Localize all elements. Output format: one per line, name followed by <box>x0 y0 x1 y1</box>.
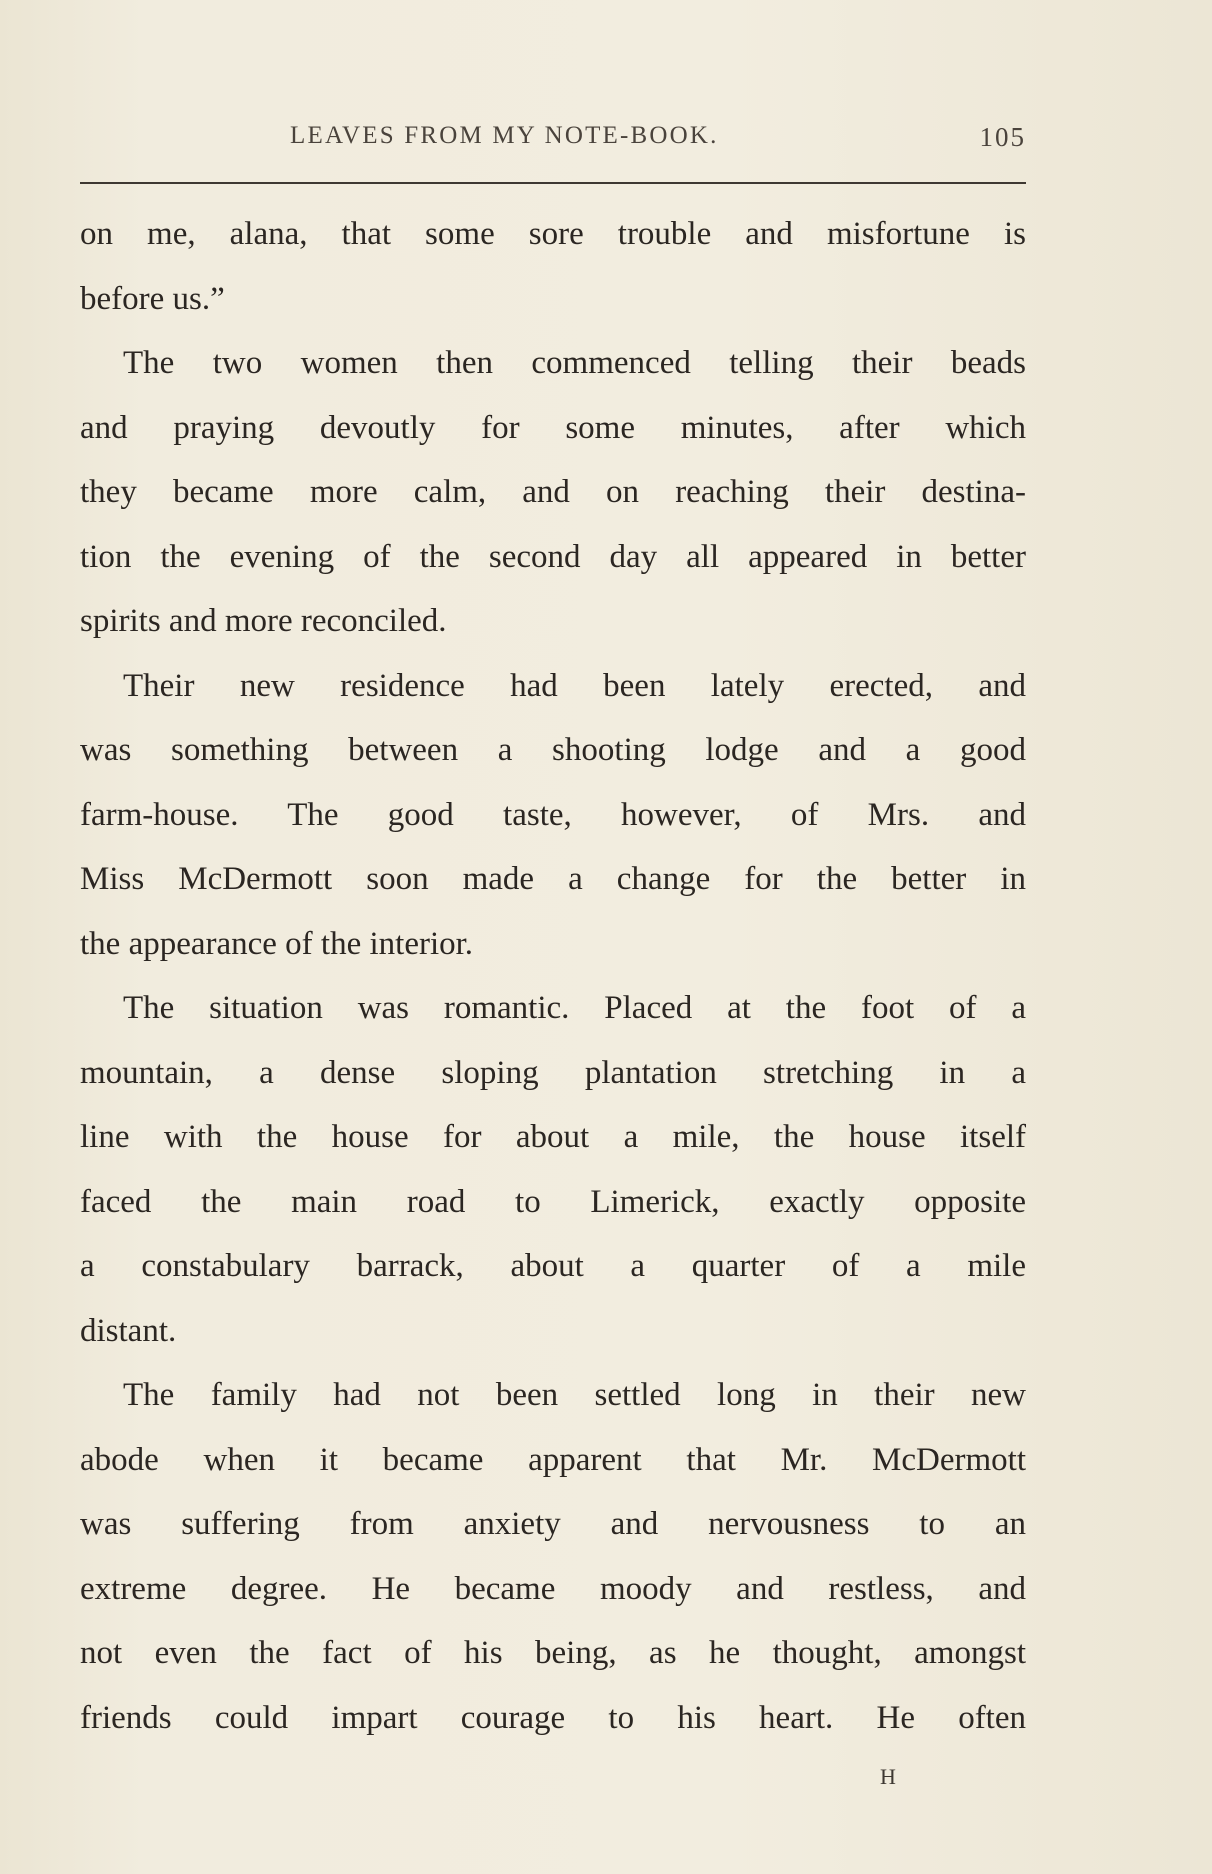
body-text <box>80 202 1026 1750</box>
running-title: LEAVES FROM MY NOTE-BOOK. <box>290 122 719 149</box>
text-line: Miss McDermott soon made a change for the better in <box>80 861 1026 897</box>
text-line: and praying devoutly for some minutes, after which <box>80 409 1026 446</box>
header-rule <box>80 182 1026 184</box>
text-line: not even the fact of his being, as he thought, amongst <box>80 1635 1026 1671</box>
text-line: was something between a shooting lodge and a good <box>80 732 1026 768</box>
text-line: a constabulary barrack, about a quarter of a mile <box>80 1248 1026 1284</box>
text-line: distant. <box>80 1312 177 1349</box>
text-line: abode when it became apparent that Mr. McDermott <box>80 1441 1026 1478</box>
text-line: was suffering from anxiety and nervousness to an <box>80 1506 1026 1542</box>
text-line: The family had not been settled long in their new <box>123 1377 1026 1413</box>
text-line: faced the main road to Limerick, exactly opposite <box>80 1183 1026 1220</box>
text-line: The situation was romantic. Placed at the foot of a <box>123 990 1026 1026</box>
text-line: before us.” <box>80 280 225 317</box>
text-line: on me, alana, that some sore trouble and misfortune is <box>80 216 1026 252</box>
text-line: tion the evening of the second day all appeared in better <box>80 538 1026 575</box>
text-line: spirits and more reconciled. <box>80 603 447 639</box>
text-line: friends could impart courage to his heart. He often <box>80 1699 1026 1736</box>
text-line: farm-house. The good taste, however, of Mrs. and <box>80 796 1026 833</box>
signature-mark: H <box>880 1764 897 1789</box>
text-line: The two women then commenced telling their beads <box>123 345 1026 381</box>
text-line: they became more calm, and on reaching their destina- <box>80 474 1026 510</box>
page-number: 105 <box>979 122 1026 152</box>
page-header <box>80 122 1026 162</box>
text-line: Their new residence had been lately erected, and <box>123 667 1026 704</box>
text-line: extreme degree. He became moody and restless, and <box>80 1570 1026 1607</box>
text-line: the appearance of the interior. <box>80 925 474 962</box>
text-line: line with the house for about a mile, the house itself <box>80 1119 1026 1155</box>
text-line: mountain, a dense sloping plantation stretching in a <box>80 1054 1026 1091</box>
